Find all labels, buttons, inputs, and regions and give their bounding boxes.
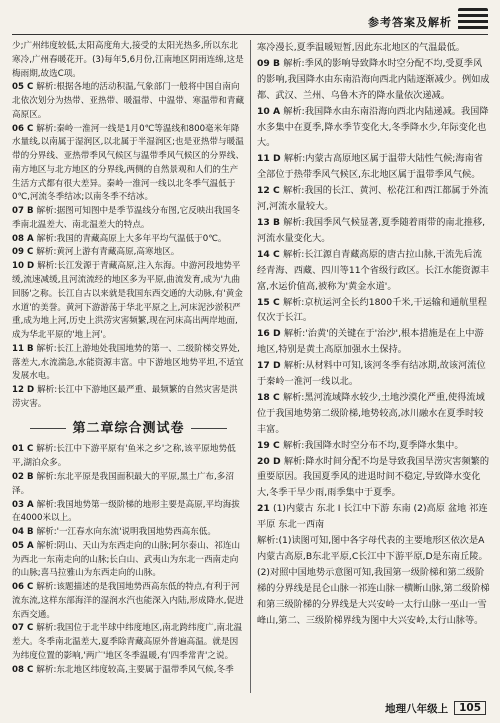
answer-number: 06 C <box>12 123 37 134</box>
answer-number: 09 B <box>257 57 284 69</box>
answer-number: 18 C <box>257 391 283 403</box>
section-title-text: 第二章综合测试卷 <box>72 420 185 436</box>
answer-text: 解析:'治黄'的关键在于'治沙',根本措施是在上中游地区,特别是黄土高原加强水土保持。 <box>257 328 484 356</box>
answer-item <box>12 581 245 622</box>
answer-number: 05 C <box>12 82 37 93</box>
answer-item <box>257 183 490 215</box>
answer-item <box>257 247 490 295</box>
answer-number: 17 D <box>257 360 284 372</box>
answer-item <box>257 501 490 533</box>
answer-item <box>12 233 245 247</box>
answer-item <box>257 151 490 183</box>
answer-item <box>12 384 245 412</box>
answer-number: 11 D <box>257 153 284 165</box>
column-divider <box>250 40 251 693</box>
answer-item <box>257 326 490 358</box>
answer-item <box>12 622 245 663</box>
answer-item <box>257 533 490 628</box>
answer-item <box>257 215 490 247</box>
answer-number: 16 D <box>257 328 284 340</box>
answer-item <box>12 526 245 540</box>
page-number: 105 <box>454 701 486 715</box>
answer-number: 01 C <box>12 444 37 455</box>
answer-item <box>12 471 245 499</box>
answer-text: 解析:长江上游地处我国地势的第一、二级阶梯交界处,落差大,水流湍急,水能资源丰富。中下游地区地势平坦,不适宜发展水电。 <box>12 343 244 382</box>
answer-text: 解析:京杭运河全长约1800千米,干运输和通航里程仅次于长江。 <box>257 296 487 324</box>
answer-number: 10 A <box>257 105 284 117</box>
answer-number: 14 C <box>257 248 283 260</box>
answer-text: 解析:据图可知图中是季节温线分布图,它反映出我国冬季南北温差大、南北温差大的特点。 <box>12 206 240 230</box>
answer-item: 少;广州纬度较低,太阳高度角大,接受的太阳光热多,所以东北寒冷,广州春暖花开。(3)每年5,6月份,江南地区阴雨连绵,这是梅雨期,故选C项。 <box>12 41 244 79</box>
answer-number: 11 B <box>12 343 37 354</box>
answer-item <box>12 123 245 206</box>
answer-item <box>12 205 245 233</box>
answer-item <box>12 443 245 471</box>
answer-item <box>257 56 490 104</box>
answer-text: 解析:'一江春水向东流'说明我国地势西高东低。 <box>36 527 216 538</box>
answer-number: 21 <box>257 503 273 515</box>
answer-number: 20 D <box>257 455 284 467</box>
answer-number: 07 B <box>12 206 37 217</box>
answer-text: 解析:东北地区纬度较高,主要属于温带季风气候,冬季 <box>36 664 234 675</box>
answer-item <box>12 260 245 343</box>
answer-number: 13 B <box>257 216 284 228</box>
header-divider <box>12 34 488 35</box>
answer-text: 解析:我国位于北半球中纬度地区,南北跨纬度广,南北温差大。冬季南北温差大,夏季除青藏高原外普遍高温。就是因为纬度位置的影响,'两广'地区冬季温暖,有'四季常青'之说。 <box>12 623 243 661</box>
answer-text: 解析:长江中下游平原有'鱼米之乡'之称,该平原地势低平,湖泊众多。 <box>12 444 236 469</box>
book-logo-icon <box>458 8 488 30</box>
answer-number: 08 A <box>12 233 37 244</box>
footer <box>385 699 486 717</box>
answer-item <box>12 343 245 384</box>
footer-label: 地理八年级上 <box>385 702 449 715</box>
header <box>0 0 500 34</box>
answer-number: 12 D <box>12 385 38 396</box>
answer-item <box>12 664 245 678</box>
answer-text: 解析:秦岭一淮河一线是1月0℃等温线和800毫米年降水量线,以南属于湿润区,以北属于半湿润区;也是亚热带与暖温带的分界线、亚热带季风气候区与温带季风气候区的分界线、南方地区与北方地区的分界线,两侧的自然景观和人们的生产生活方式都有很大差异。秦岭一淮河一线以北冬季气温低于0℃,河流冬季结冰;以南冬季不结冰。 <box>12 123 245 203</box>
answer-text: 寒冷漫长,夏季温暖短暂,因此东北地区的气温最低。 <box>257 42 465 53</box>
answer-text: 解析:长江源自青藏高原的唐古拉山脉,干流先后流经青海、西藏、四川等11个省级行政区。长江水能资源丰富,水运价值高,被称为'黄金水道'。 <box>257 248 490 292</box>
answer-item <box>12 540 245 581</box>
answer-number: 06 C <box>12 582 37 593</box>
answer-item <box>12 499 245 527</box>
answer-number: 15 C <box>257 296 283 308</box>
answer-text: 解析:我国的长江、黄河、松花江和西江都属于外流河,河流水量较大。 <box>257 185 489 213</box>
answer-item <box>12 246 245 260</box>
answer-item <box>257 104 490 152</box>
answer-item <box>257 40 490 56</box>
answer-text: 解析:阴山、天山为东西走向的山脉;阿尔泰山、祁连山为西北一东南走向的山脉;长白山、武夷山为东北一西南走向的山脉;喜马拉雅山为东西走向的山脉。 <box>12 540 241 579</box>
answer-item <box>12 81 245 122</box>
right-column <box>257 40 490 629</box>
answer-number: 03 A <box>12 499 37 510</box>
answer-number: 08 C <box>12 664 37 675</box>
answer-text: 解析:黄河上游有青藏高原,高寒地区。 <box>36 247 180 258</box>
left-column <box>12 40 245 677</box>
answer-item <box>257 390 490 438</box>
answer-text: 解析:内蒙古高原地区属于温带大陆性气候;海南省全部位于热带季风气候区,东北地区属于温带季风气候。 <box>257 153 483 181</box>
answer-number: 04 B <box>12 527 37 538</box>
answer-text: 解析:黑河流域降水较少,土地沙漠化严重,使得流域位于我国地势第二级阶梯,地势较高,冰川融水在夏季时较丰富。 <box>257 391 485 435</box>
answer-item <box>257 438 490 454</box>
answer-text: 解析:我国的青藏高原上大多年平均气温低于0℃。 <box>36 233 227 244</box>
answer-text: 解析:我国季风气候显著,夏季随着雨带的南北推移,河流水量变化大。 <box>257 216 486 244</box>
answer-number: 10 D <box>12 261 38 272</box>
header-title: 参考答案及解析 <box>368 16 452 29</box>
section-title <box>12 422 245 436</box>
answer-text: 解析:长江中下游地区最严重、最频繁的自然灾害是洪涝灾害。 <box>12 385 238 409</box>
answer-number: 12 C <box>257 185 283 197</box>
answer-item <box>257 295 490 327</box>
answer-text: 解析:我国地势第一级阶梯的地形主要是高原,平均海拔在4000米以上。 <box>12 499 240 524</box>
answer-number: 05 A <box>12 540 37 551</box>
answer-number: 02 B <box>12 471 37 482</box>
answer-text: 解析:根据各地的活动积温,气象部门一般将中国自南向北依次划分为热带、亚热带、暖温带、中温带、寒温带和青藏高原区。 <box>12 82 245 120</box>
answer-text: 解析:东北平原是我国面积最大的平原,黑土广布,多沼泽。 <box>12 471 234 496</box>
answer-text: 解析:(1)读图可知,图中各字母代表的主要地形区依次是A内蒙古高原,B东北平原,C长江中下游平原,D是东南丘陵。(2)对照中国地势示意图可知,我国第一级阶梯和第二级阶梯的分界线是昆仑山脉一祁连山脉一横断山脉,第二级阶梯和第三级阶梯的分界线是大兴安岭一太行山脉一巫山一雪峰山,第二、三级阶梯界线为图中大兴安岭,太行山脉等。 <box>257 535 490 626</box>
answer-text: 解析:从材料中可知,该河冬季有结冰期,故该河流位于秦岭一淮河一线以北。 <box>257 360 486 388</box>
answer-number: 09 C <box>12 247 37 258</box>
answer-text: 解析:季风的影响导致降水时空分配不均,受夏季风的影响,我国降水由东南沿海向西北内陆逐渐减少。例如成都、武汉、兰州、乌鲁木齐的降水量依次递减。 <box>257 57 490 101</box>
answer-text: 解析:长江发源于青藏高原,注入东海。中游河段地势平缓,流速减缓,且河流流经的地区多为平原,曲流发育,成为'九曲回肠'之称。长江自古以来就是我国东西交通的大动脉,有'黄金水道'的美誉。黄河下游游荡于华北平原之上,河床泥沙淤积严重,成为地上河,历史上洪涝灾害频繁,现在河床高出两岸地面,成为华北平原的'地上河'。 <box>12 261 243 341</box>
answer-item <box>257 454 490 502</box>
answer-number: 07 C <box>12 623 37 634</box>
answer-item <box>257 358 490 390</box>
answer-text: 解析:降水时间分配不均是导致我国旱涝灾害频繁的重要原因。我国夏季风的进退时间不稳定,导致降水变化大,冬季干旱少雨,雨季集中于夏季。 <box>257 455 490 499</box>
answer-text: 解析:我国降水由东南沿海向西北内陆递减。我国降水多集中在夏季,降水季节变化大,冬季降水少,年际变化也大。 <box>257 105 489 149</box>
answer-text: 解析:该题描述的是我国地势西高东低的特点,有利于河流东流,这样东部海洋的湿润水汽也能深入内陆,形成降水,促进东西交通。 <box>12 582 244 620</box>
answer-text: (1)内蒙古 东北 Ⅰ 长江中下游 东南 (2)高原 盆地 祁连 平原 东北一西南 <box>257 503 488 531</box>
answer-number: 19 C <box>257 439 283 451</box>
answer-text: 解析:我国降水时空分布不均,夏季降水集中。 <box>282 439 464 451</box>
